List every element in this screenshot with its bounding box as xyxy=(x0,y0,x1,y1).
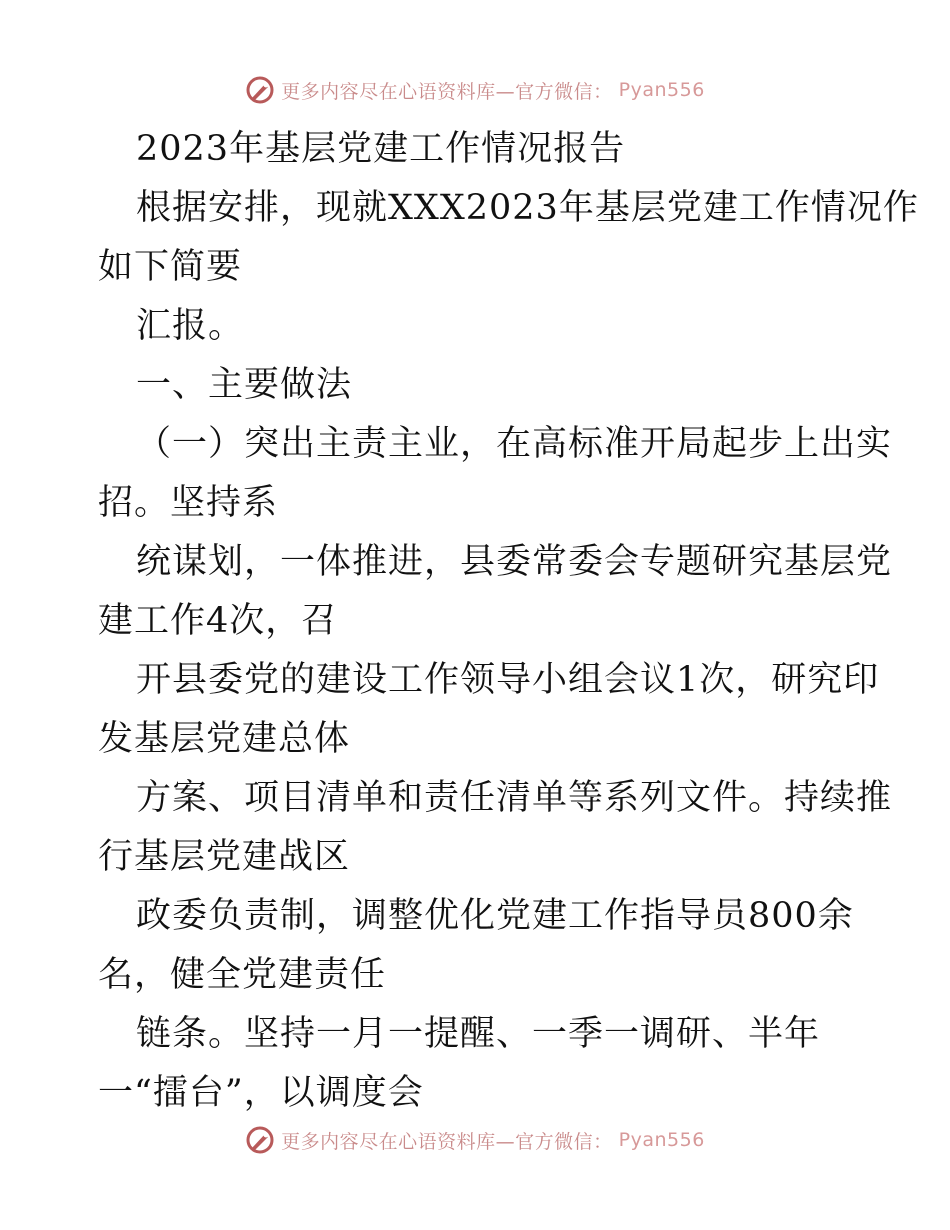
watermark-handle: Pyan556 xyxy=(618,79,705,101)
text-line: 建工作4次，召 xyxy=(98,601,338,641)
text-line: 2023年基层党建工作情况报告 xyxy=(136,129,626,169)
text-line: 一“擂台”，以调度会 xyxy=(98,1073,424,1113)
document-body xyxy=(98,120,919,1123)
text-line: 链条。坚持一月一提醒、一季一调研、半年 xyxy=(136,1014,821,1054)
text-line: 开县委党的建设工作领导小组会议1次，研究印 xyxy=(136,660,880,700)
watermark-handle: Pyan556 xyxy=(618,1129,705,1151)
text-line: 如下简要 xyxy=(98,247,243,287)
text-line: 招。坚持系 xyxy=(98,483,279,523)
pen-logo-icon xyxy=(245,75,275,105)
text-line: 名，健全党建责任 xyxy=(98,955,387,995)
pen-logo-icon xyxy=(245,1125,275,1155)
text-line: 根据安排，现就XXX2023年基层党建工作情况作 xyxy=(136,188,919,228)
text-line: 统谋划，一体推进，县委常委会专题研究基层党 xyxy=(136,542,893,582)
watermark-text: 更多内容尽在心语资料库—官方微信： xyxy=(281,80,613,103)
text-line: 发基层党建总体 xyxy=(98,719,351,759)
watermark-footer xyxy=(0,1122,950,1158)
text-line: 一、主要做法 xyxy=(136,365,353,405)
text-line: 汇报。 xyxy=(136,306,245,346)
text-line: 行基层党建战区 xyxy=(98,837,351,877)
text-line: 政委负责制，调整优化党建工作指导员800余 xyxy=(136,896,854,936)
text-line: 方案、项目清单和责任清单等系列文件。持续推 xyxy=(136,778,893,818)
watermark-header xyxy=(0,72,950,108)
watermark-text: 更多内容尽在心语资料库—官方微信： xyxy=(281,1130,613,1153)
text-line: （一）突出主责主业，在高标准开局起步上出实 xyxy=(136,424,893,464)
